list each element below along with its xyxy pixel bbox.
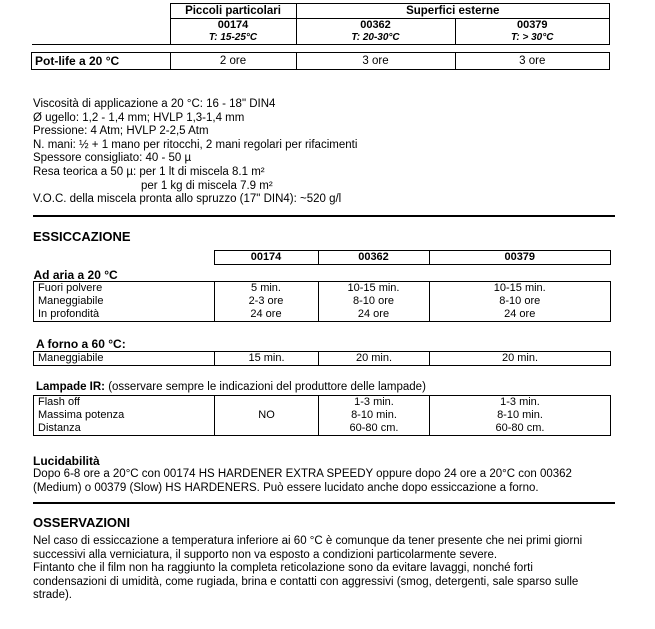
osservazioni-text bbox=[33, 535, 618, 603]
essiccazione-title: ESSICCAZIONE bbox=[33, 229, 131, 244]
spacer-row bbox=[32, 45, 610, 53]
cell-value: 15 min. bbox=[215, 352, 319, 366]
spec-line: V.O.C. della miscela pronta allo spruzzo (17" DIN4): ~520 g/l bbox=[33, 193, 342, 206]
ir-subtitle bbox=[36, 381, 426, 393]
potlife-label: Pot-life a 20 °C bbox=[32, 53, 171, 70]
cell-value: 20 min. bbox=[319, 352, 430, 366]
cell-value: 24 ore bbox=[429, 308, 611, 322]
table-corner bbox=[34, 251, 215, 265]
lucidabilita-title: Lucidabilità bbox=[33, 454, 100, 468]
specs-block bbox=[33, 98, 357, 207]
code-label: 00174 bbox=[217, 19, 249, 31]
cell-value: 5 min. bbox=[214, 282, 318, 296]
cell-value: NO bbox=[215, 396, 319, 436]
potlife-table bbox=[31, 3, 610, 70]
oven-subtitle: A forno a 60 °C: bbox=[36, 337, 126, 351]
drying-ir-table bbox=[33, 395, 611, 436]
row-label: In profondità bbox=[34, 308, 215, 322]
cell-value: 1-3 min. bbox=[430, 396, 611, 410]
text-line: strade). bbox=[33, 589, 72, 602]
potlife-value: 3 ore bbox=[296, 53, 455, 70]
spec-line: Pressione: 4 Atm; HVLP 2-2,5 Atm bbox=[33, 125, 209, 138]
code-cell-00174 bbox=[170, 19, 296, 45]
cell-value: 8-10 min. bbox=[430, 409, 611, 422]
row-label: Distanza bbox=[34, 422, 215, 436]
code-label: 00362 bbox=[360, 19, 391, 31]
text-line: condensazioni di umidità, come rugiada, brina e contatti con aggressivi (smog, detergenti, sale sparso sulle bbox=[33, 575, 579, 588]
temp-label: T: 20-30°C bbox=[351, 32, 400, 43]
text-line: (Medium) o 00379 (Slow) HS HARDENERS. Può essere lucidato anche dopo essiccazione a forno. bbox=[33, 481, 539, 494]
row-label: Flash off bbox=[34, 396, 215, 410]
cell-value: 8-10 ore bbox=[429, 295, 611, 308]
header-small-parts: Piccoli particolari bbox=[170, 4, 296, 19]
divider bbox=[33, 215, 615, 217]
table-corner bbox=[32, 4, 171, 19]
text-line: Fintanto che il film non ha raggiunto la completa reticolazione sono da evitare lavaggi, nonché forti bbox=[33, 562, 533, 575]
potlife-value: 2 ore bbox=[170, 53, 296, 70]
spec-line: Viscosità di applicazione a 20 °C: 16 - 18" DIN4 bbox=[33, 98, 276, 110]
osservazioni-title: OSSERVAZIONI bbox=[33, 515, 131, 530]
cell-value: 10-15 min. bbox=[429, 282, 611, 296]
air-subtitle: Ad aria a 20 °C bbox=[33, 267, 118, 282]
text-line: Nel caso di essiccazione a temperatura inferiore ai 60 °C è comunque da tener presente che nei primi giorni bbox=[33, 535, 583, 547]
row-label: Maneggiabile bbox=[34, 352, 215, 366]
code-header: 00379 bbox=[429, 251, 611, 265]
ir-note: (osservare sempre le indicazioni del produttore delle lampade) bbox=[105, 381, 426, 393]
code-label: 00379 bbox=[516, 19, 548, 31]
code-cell-00379 bbox=[455, 19, 610, 45]
table-corner-2 bbox=[32, 19, 171, 45]
spec-line: Resa teorica a 50 µ: per 1 lt di miscela 8.1 m² bbox=[33, 165, 265, 178]
text-line: Dopo 6-8 ore a 20°C con 00174 HS HARDENER EXTRA SPEEDY oppure dopo 24 ore a 20°C con 00362 bbox=[33, 468, 572, 480]
row-label: Maneggiabile bbox=[34, 295, 215, 308]
row-label: Fuori polvere bbox=[34, 282, 215, 296]
text-line: successivi alla verniciatura, il supporto non va esposto a condizioni particolarmente severe. bbox=[33, 548, 498, 561]
spec-line: per 1 kg di miscela 7.9 m² bbox=[141, 179, 273, 192]
cell-value: 1-3 min. bbox=[319, 396, 430, 410]
cell-value: 60-80 cm. bbox=[430, 422, 611, 436]
drying-oven-table bbox=[33, 351, 611, 366]
header-external-surfaces: Superfici esterne bbox=[296, 4, 610, 19]
code-header: 00174 bbox=[214, 251, 318, 265]
cell-value: 8-10 min. bbox=[319, 409, 430, 422]
spec-line: N. mani: ½ + 1 mano per ritocchi, 2 mani regolari per rifacimenti bbox=[33, 138, 358, 151]
ir-title: Lampade IR: bbox=[36, 381, 106, 393]
spec-line: Spessore consigliato: 40 - 50 µ bbox=[33, 152, 192, 165]
cell-value: 2-3 ore bbox=[214, 295, 318, 308]
cell-value: 8-10 ore bbox=[318, 295, 429, 308]
spec-line: Ø ugello: 1,2 - 1,4 mm; HVLP 1,3-1,4 mm bbox=[33, 111, 245, 124]
drying-air-table bbox=[33, 250, 611, 322]
cell-value: 10-15 min. bbox=[318, 282, 429, 296]
divider bbox=[33, 502, 615, 504]
code-header: 00362 bbox=[318, 251, 429, 265]
temp-label: T: > 30°C bbox=[511, 32, 554, 43]
cell-value: 24 ore bbox=[214, 308, 318, 322]
temp-label: T: 15-25°C bbox=[208, 32, 258, 43]
lucidabilita-text bbox=[33, 468, 623, 495]
cell-value: 24 ore bbox=[318, 308, 429, 322]
cell-value: 20 min. bbox=[430, 352, 611, 366]
potlife-value: 3 ore bbox=[455, 53, 610, 70]
cell-value: 60-80 cm. bbox=[319, 422, 430, 436]
row-label: Massima potenza bbox=[34, 409, 215, 422]
code-cell-00362 bbox=[296, 19, 455, 45]
